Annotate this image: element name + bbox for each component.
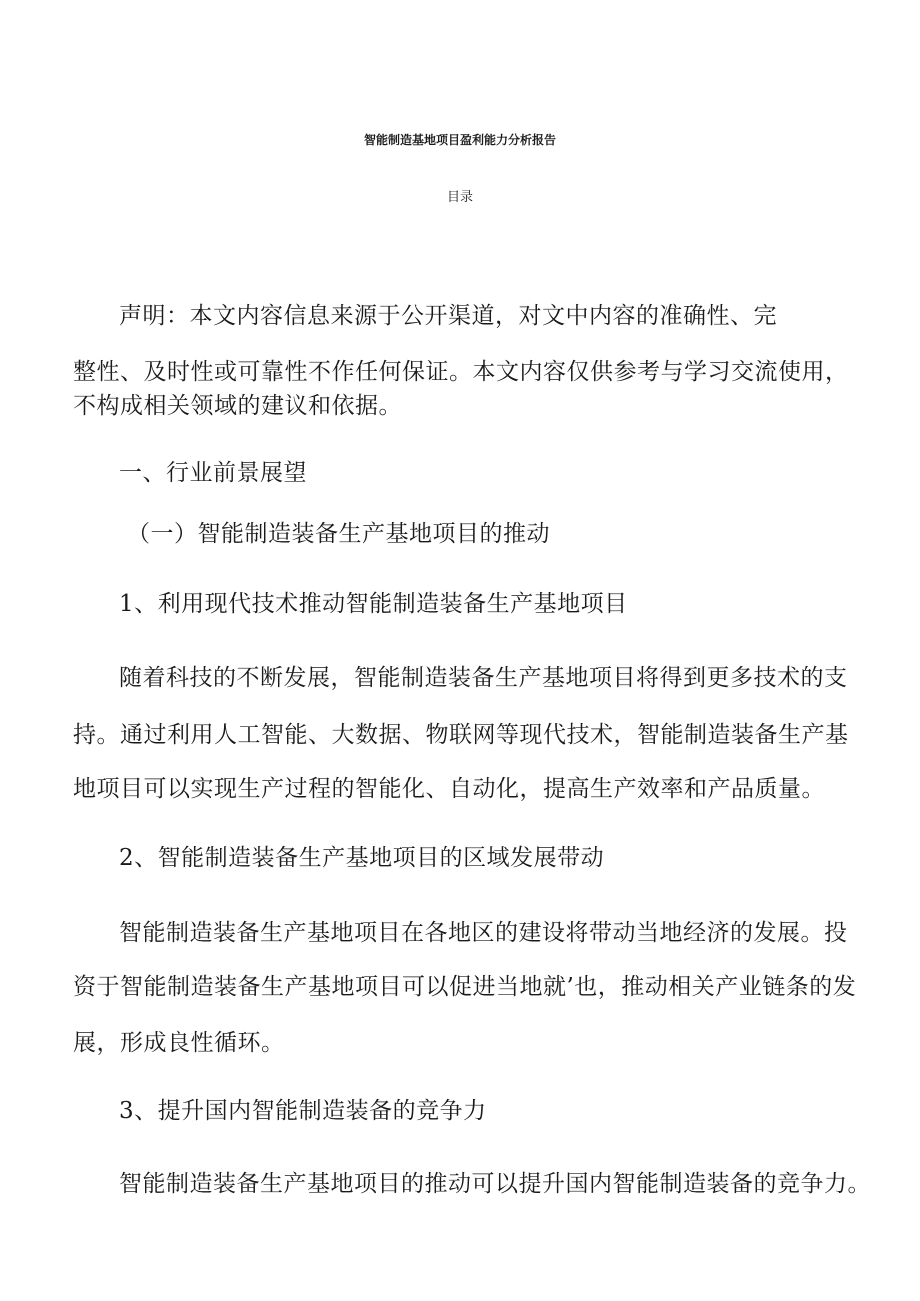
toc-heading: 目录: [446, 190, 473, 205]
paragraph-line: 资于智能制造装备生产基地项目可以促进当地就’也，推动相关产业链条的发: [73, 974, 857, 1000]
paragraph-line: 展，形成良性循环。: [73, 1030, 285, 1056]
disclaimer-line: 声明：本文内容信息来源于公开渠道，对文中内容的准确性、完: [119, 303, 777, 329]
paragraph-line: 持。通过利用人工智能、大数据、物联网等现代技术，智能制造装备生产基: [73, 722, 849, 748]
item-heading: 3、提升国内智能制造装备的竞争力: [119, 1098, 487, 1124]
disclaimer-line: 整性、及时性或可靠性不作任何保证。本文内容仅供参考与学习交流使用，: [73, 359, 849, 385]
section-heading: 一、行业前景展望: [119, 460, 307, 486]
paragraph-line: 随着科技的不断发展，智能制造装备生产基地项目将得到更多技术的支: [119, 665, 848, 691]
paragraph-line: 地项目可以实现生产过程的智能化、自动化，提高生产效率和产品质量。: [73, 776, 825, 802]
disclaimer-line: 不构成相关领域的建议和依据。: [73, 393, 402, 419]
item-heading: 1、利用现代技术推动智能制造装备生产基地项目: [119, 591, 628, 617]
paragraph-line: 智能制造装备生产基地项目的推动可以提升国内智能制造装备的竞争力。: [119, 1171, 871, 1197]
paragraph-line: 智能制造装备生产基地项目在各地区的建设将带动当地经济的发展。投: [119, 920, 848, 946]
document-title: 智能制造基地项目盈利能力分析报告: [363, 133, 556, 147]
item-heading: 2、智能制造装备生产基地项目的区域发展带动: [119, 845, 605, 871]
subsection-heading: （一）智能制造装备生产基地项目的推动: [127, 521, 550, 547]
